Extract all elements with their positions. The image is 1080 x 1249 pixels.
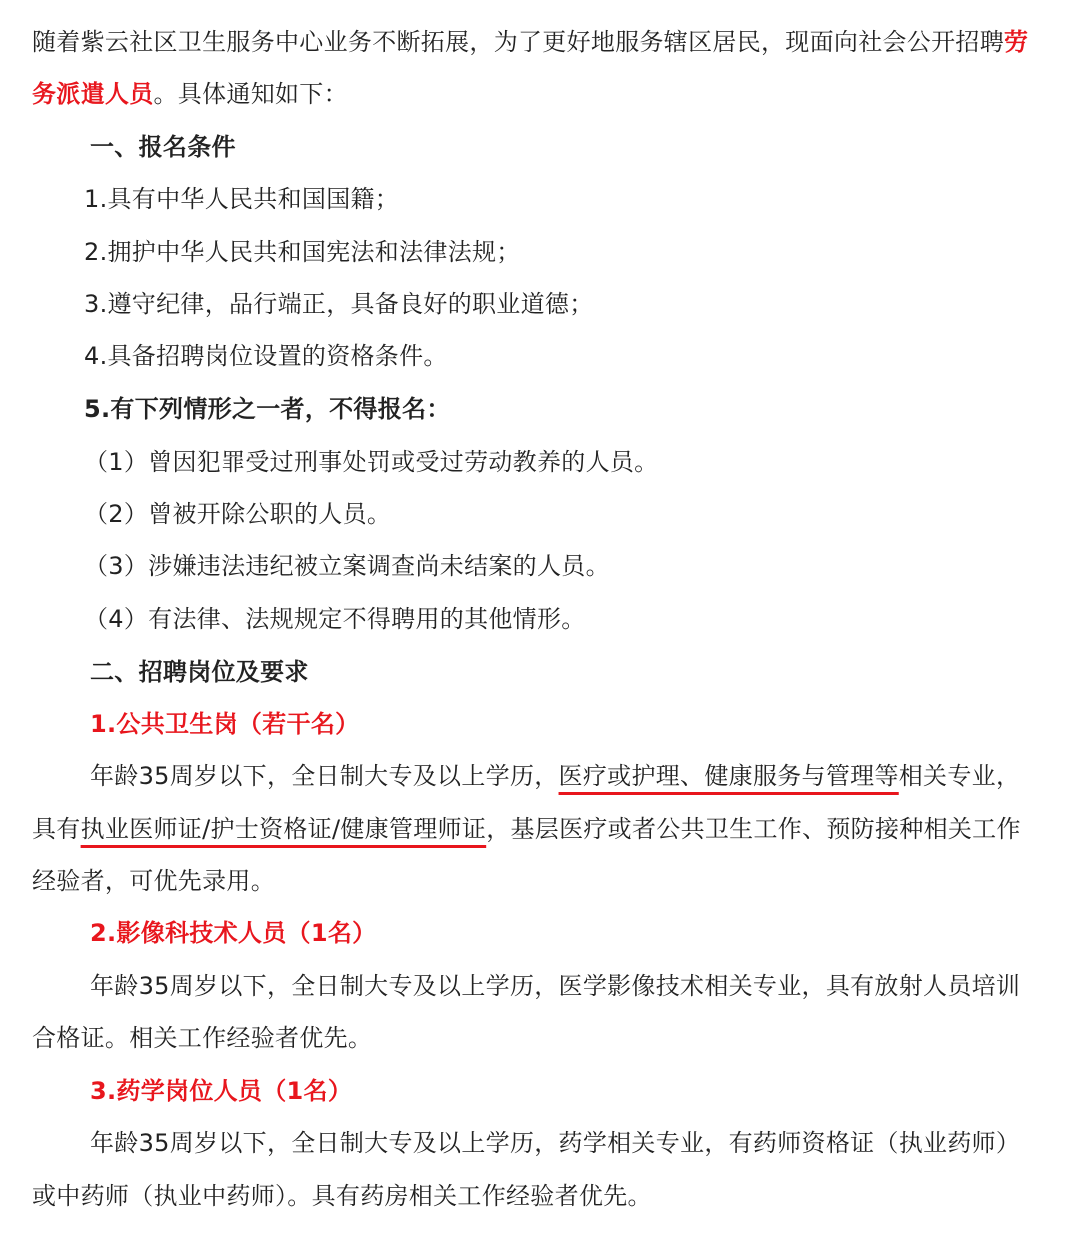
position-description-line: 年龄35周岁以下，全日制大专及以上学历，药学相关专业，有药师资格证（执业药师）: [90, 1129, 1021, 1157]
intro-highlight-1: 劳: [1004, 28, 1029, 56]
condition-item: 2.拥护中华人民共和国宪法和法律法规；: [84, 238, 521, 266]
intro-text-1: 随着紫云社区卫生服务中心业务不断拓展，为了更好地服务辖区居民，现面向社会公开招聘: [32, 28, 1004, 56]
position-text: 相关专业，: [898, 762, 1021, 790]
position-title: 1.公共卫生岗（若干名）: [90, 710, 360, 738]
condition-item: 4.具备招聘岗位设置的资格条件。: [84, 342, 448, 370]
condition-item: 1.具有中华人民共和国国籍；: [84, 185, 400, 213]
intro-text-2: 。具体通知如下：: [153, 80, 348, 108]
exclusion-item: （1）曾因犯罪受过刑事处罚或受过劳动教养的人员。: [84, 448, 659, 476]
condition-item: 3.遵守纪律，品行端正，具备良好的职业道德；: [84, 290, 594, 318]
position-title: 3.药学岗位人员（1名）: [90, 1077, 353, 1105]
position-text: ，基层医疗或者公共卫生工作、预防接种相关工作: [486, 815, 1021, 843]
intro-highlight-2: 务派遣人员: [32, 80, 154, 108]
intro-line-1: [32, 26, 1028, 58]
exclusion-item: （2）曾被开除公职的人员。: [84, 500, 392, 528]
position-description-line: 年龄35周岁以下，全日制大专及以上学历，医学影像技术相关专业，具有放射人员培训: [90, 972, 1021, 1000]
position-description-line: [32, 813, 1021, 845]
underlined-text: 医疗或护理、健康服务与管理等: [558, 762, 899, 790]
position-description-line: [90, 760, 1020, 792]
exclusion-item: （4）有法律、法规规定不得聘用的其他情形。: [84, 605, 586, 633]
section-heading-positions: 二、招聘岗位及要求: [90, 658, 309, 686]
position-text: 具有: [32, 815, 81, 843]
position-description-line: 经验者，可优先录用。: [32, 867, 275, 895]
position-text: 年龄35周岁以下，全日制大专及以上学历，: [90, 762, 559, 790]
exclusion-item: （3）涉嫌违法违纪被立案调查尚未结案的人员。: [84, 552, 610, 580]
position-description-line: 合格证。相关工作经验者优先。: [32, 1024, 373, 1052]
underlined-text: 执业医师证/护士资格证/健康管理师证: [80, 815, 487, 843]
position-description-line: 或中药师（执业中药师）。具有药房相关工作经验者优先。: [32, 1182, 652, 1210]
position-title: 2.影像科技术人员（1名）: [90, 919, 377, 947]
exclusion-heading: 5.有下列情形之一者，不得报名：: [84, 395, 451, 423]
section-heading-conditions: 一、报名条件: [90, 133, 236, 161]
intro-line-2: [32, 78, 348, 110]
